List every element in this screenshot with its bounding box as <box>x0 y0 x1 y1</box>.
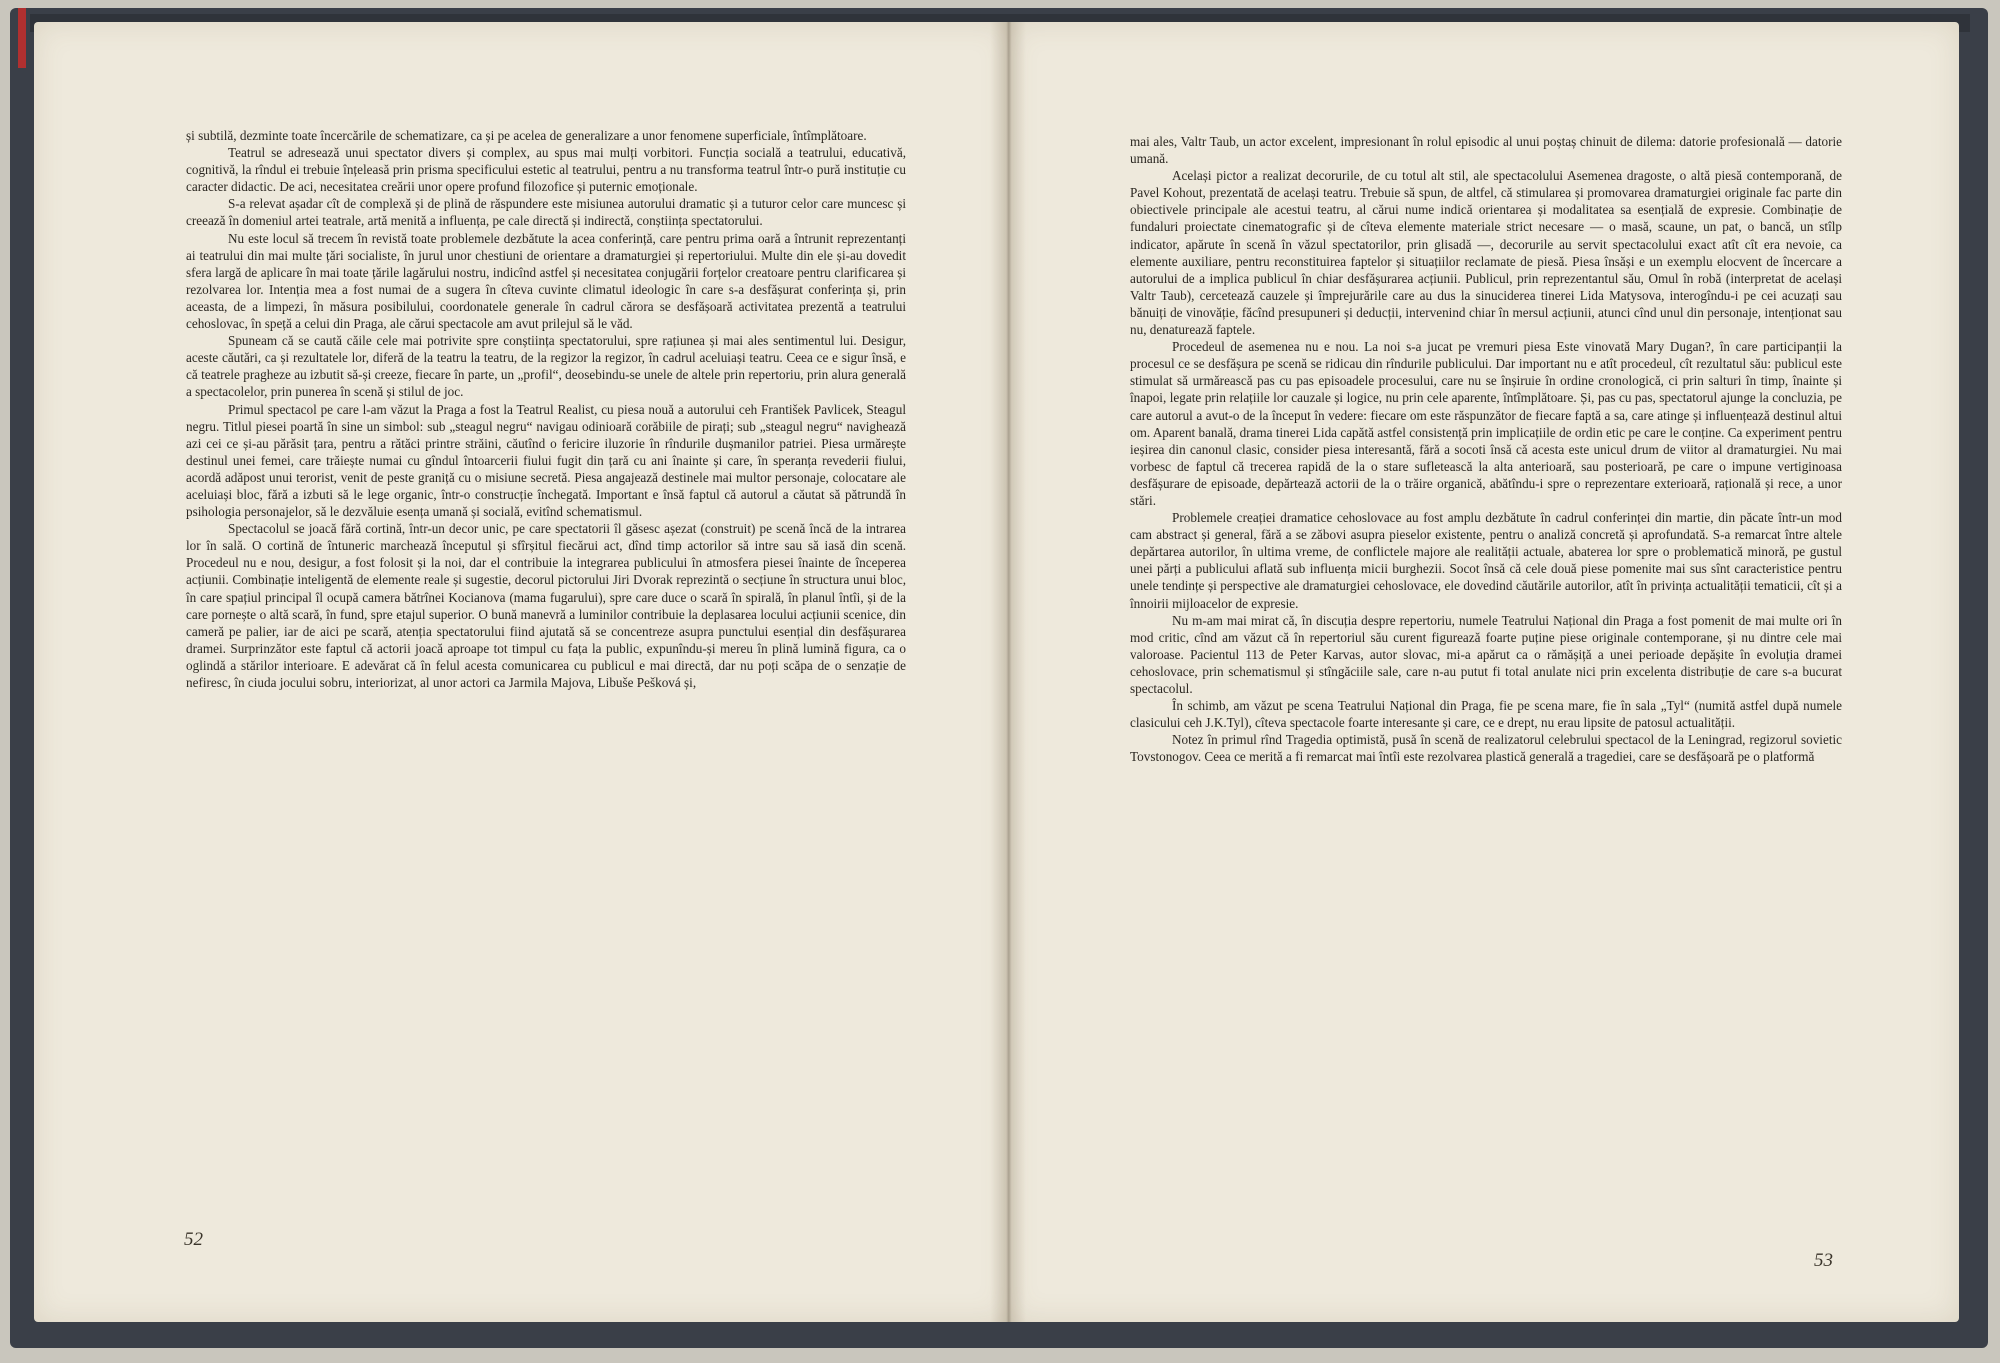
paragraph: mai ales, Valtr Taub, un actor excelent, impresionant în rolul episodic al unui poștaș chinuit de dilema: datorie profesională — datorie umană. <box>1130 134 1842 167</box>
paragraph: și subtilă, dezminte toate încercările de schematizare, ca și pe acelea de generalizare a unor fenomene superficiale, întîmplătoare. <box>186 128 867 143</box>
paragraph: Nu este locul să trecem în revistă toate problemele dezbătute la acea conferință, care pentru prima oară a întrunit reprezentanți ai teatrului din mai multe țări socialiste, în jurul unor chestiuni de orientare a dramaturgiei și repertoriului. Multe din ele și-au dovedit sfera largă de aplicare în mai toate țările lagărului nostru, indicînd astfel și necesitatea conjugării forțelor creatoare pentru clarificarea și rezolvarea lor. Intenția mea a fost numai de a sugera în cîteva cuvinte climatul ideologic în care s-a desfășurat conferința și, prin aceasta, de a limpezi, în măsura posibilului, coordonatele generale în cadrul cărora se desfășoară activitatea prezentă a teatrului cehoslovac, în speță a celui din Praga, ale cărui spectacole am avut prilejul să le văd. <box>186 230 906 332</box>
page-number-left: 52 <box>184 1229 203 1250</box>
paragraph: Problemele creației dramatice cehoslovace au fost amplu dezbătute în cadrul conferinței din martie, din păcate într-un mod cam abstract și general, fără a se zăbovi asupra pieselor existente, pentru o analiză concretă și aprofundată. S-a remarcat între altele depărtarea autorilor, în ultima vreme, de conflictele majore ale realității actuale, abaterea lor spre o problematică minoră, pe gustul unei părți a publicului aflată sub influența micii burghezii. Socot însă că cele două piese pomenite mai sus sînt caracteristice pentru unele tendințe și perspective ale dramaturgiei cehoslovace, ele dovedind căutările autorilor, atît în privința actualității tematicii, cît și a înnoirii mijloacelor de expresie. <box>1130 510 1842 611</box>
left-page-text <box>186 127 906 691</box>
book-gutter <box>990 22 1026 1322</box>
paragraph: Spectacolul se joacă fără cortină, într-un decor unic, pe care spectatorii îl găsesc așezat (construit) pe scenă încă de la intrarea lor în sală. O cortină de întuneric marchează începutul și sfîrșitul fiecărui act, dînd timp actorilor să intre sau să iasă din scenă. Procedeul nu e nou, desigur, a fost folosit și la noi, dar el contribuie la integrarea publicului în atmosfera piesei înainte de începerea acțiunii. Combinație inteligentă de elemente reale și sugestie, decorul pictorului Jiri Dvorak reprezintă o secțiune în structura unui bloc, în care spațiul principal îl ocupă camera bătrînei Kocianova (mama fugarului), spre care duce o scară în spirală, în planul întîi, și de la care pornește o altă scară, în fund, spre etajul superior. O bună manevră a luminilor contribuie la deplasarea locului acțiunii scenice, din cameră pe palier, iar de aici pe scară, atenția spectatorului fiind ajutată să se concentreze asupra punctului esențial din desfășurarea dramei. Surprinzător este faptul că actorii joacă aproape tot timpul cu fața la public, expunîndu-și mereu în plină lumină figura, ca o oglindă a stărilor interioare. E adevărat că în felul acesta comunicarea cu publicul e mai directă, dar nu poți scăpa de o senzație de nefiresc, în ciuda jocului sobru, interiorizat, al unor actori ca Jarmila Majova, Libuše Pešková și, <box>186 521 906 690</box>
paragraph: Teatrul se adresează unui spectator divers și complex, au spus mai mulți vorbitori. Funcția socială a teatrului, educativă, cognitivă, la rîndul ei trebuie înțeleasă prin prisma specificului estetic al teatrului, pentru a nu transforma teatrul într-o pură instituție cu caracter didactic. De aci, necesitatea creării unor opere profund filozofice și puternic emoționale. <box>186 145 906 195</box>
paragraph: S-a relevat așadar cît de complexă și de plină de răspundere este misiunea autorului dramatic și a tuturor celor care muncesc și creează în domeniul artei teatrale, artă menită a influența, pe cale directă și indirectă, conștiința spectatorului. <box>186 196 906 229</box>
paragraph: În schimb, am văzut pe scena Teatrului Național din Praga, fie pe scena mare, fie în sala „Tyl“ (numită astfel după numele clasicului ceh J.K.Tyl), cîteva spectacole foarte interesante și care, ce e drept, nu erau lipsite de patosul actualității. <box>1130 698 1842 731</box>
right-page-text <box>1130 133 1842 765</box>
paragraph: Notez în primul rînd Tragedia optimistă, pusă în scenă de realizatorul celebrului spectacol de la Leningrad, regizorul sovietic Tovstonogov. Ceea ce merită a fi remarcat mai întîi este rezolvarea plastică generală a tragediei, care se desfășoară pe o platformă <box>1130 732 1842 765</box>
red-cover-edge <box>18 8 26 68</box>
paragraph: Spuneam că se caută căile cele mai potrivite spre conștiința spectatorului, spre rațiunea și mai ales sentimentul lui. Desigur, aceste căutări, ca și rezultatele lor, diferă de la teatru la teatru, de la regizor la regizor, în cadrul aceluiași teatru. Ceea ce e sigur însă, e că teatrele pragheze au izbutit să-și creeze, fiecare în parte, un „profil“, deosebindu-se unele de altele prin repertoriu, prin alura generală a spectacolelor, prin punerea în scenă și stilul de joc. <box>186 333 906 400</box>
paragraph: Primul spectacol pe care l-am văzut la Praga a fost la Teatrul Realist, cu piesa nouă a autorului ceh František Pavlicek, Steagul negru. Titlul piesei poartă în sine un simbol: sub „steagul negru“ navigau odinioară corăbiile de pirați; sub „steagul negru“ navighează azi cei ce și-au părăsit țara, pentru a rătăci printre străini, căutînd o fericire iluzorie în rîndurile dușmanilor patriei. Piesa urmărește destinul unei femei, care trăiește numai cu gîndul întoarcerii fiului fugit din țară cu ani înainte și care, în speranța revederii fiului, acordă adăpost unui terorist, venit de peste graniță cu o misiune secretă. Piesa angajează destinele mai multor personaje, colocatare ale aceluiași bloc, fără a izbuti să le lege organic, într-o construcție închegată. Important e însă faptul că autorul a căutat să pătrundă în psihologia personajelor, să le dezvăluie esența umană și socială, evitînd schematismul. <box>186 401 906 520</box>
paragraph: Același pictor a realizat decorurile, de cu totul alt stil, ale spectacolului Asemenea dragoste, o altă piesă contemporană, de Pavel Kohout, prezentată de același teatru. Trebuie să spun, de altfel, că stimularea și promovarea dramaturgiei originale fac parte din obiectivele principale ale acestui teatru, al cărui nume indică orientarea și modalitatea sa esențială de expresie. Combinație de fundaluri proiectate cinematografic și de cîteva elemente materiale strict necesare — o masă, scaune, un pat, o bancă, un stîlp indicator, apărute în scenă în văzul spectatorilor, prin glisadă —, decorurile au servit spectacolului exact atît cît era nevoie, ca elemente auxiliare, pentru reconstituirea faptelor și situațiilor reclamate de piesă. Piesa însăși e un exemplu elocvent de încercare a autorului de a implica publicul în chiar desfășurarea acțiunii. Publicul, prin reprezentantul său, Omul în robă (interpretat de același Valtr Taub), cercetează cauzele și împrejurările care au dus la sinuciderea tinerei Lida Matysova, interogîndu-i pe cei acuzați sau bănuiți de vinovăție, făcînd presupuneri și deducții, intervenind chiar în mersul acțiunii, atunci cînd unul din personaje, intenționat sau nu, denaturează faptele. <box>1130 168 1842 338</box>
paragraph: Procedeul de asemenea nu e nou. La noi s-a jucat pe vremuri piesa Este vinovată Mary Dugan?, în care participanții la procesul ce se desfășura pe scenă se ridicau din rîndurile publicului. Dar important nu e atît procedeul, cît rezultatul său: publicul este stimulat să urmărească pas cu pas episoadele procesului, care nu se înșiruie în ordine cronologică, ci prin salturi în timp, înainte și înapoi, legate prin relațiile lor cauzale și logice, nu prin cele aparente, întîmplătoare. Și, pas cu pas, spectatorul ajunge la concluzia, pe care autorul a avut-o de la început în vedere: fiecare om este răspunzător de fiecare faptă a sa, care atinge și influențează destinul altui om. Aparent banală, drama tinerei Lida capătă astfel consistență prin implicațiile de ordin etic pe care le conține. Ca experiment pentru ieșirea din canonul clasic, consider piesa interesantă, fără a socoti însă că acesta este unicul drum de viitor al dramaturgiei. Nu mai vorbesc de faptul că trecerea rapidă de la o stare sufletească la alta anterioară, sau posterioară, pe care o impune vertiginoasa desfășurare de episoade, depărtează actorii de la o trăire organică, abătîndu-i spre o reprezentare exterioară, rațională și rece, a unor stări. <box>1130 339 1842 508</box>
page-number-right: 53 <box>1814 1250 1833 1271</box>
paragraph: Nu m-am mai mirat că, în discuția despre repertoriu, numele Teatrului Național din Praga a fost pomenit de mai multe ori în mod critic, cînd am văzut că în repertoriul său curent figurează foarte puține piese originale contemporane, și nu dintre cele mai valoroase. Pacientul 113 de Peter Karvas, autor slovac, mi-a apărut ca o rămășiță a unei perioade depășite în evoluția dramei cehoslovace, prin schematismul și stîngăciile sale, care n-au putut fi total anulate nici prin excelenta distribuție de care s-a bucurat spectacolul. <box>1130 612 1842 696</box>
